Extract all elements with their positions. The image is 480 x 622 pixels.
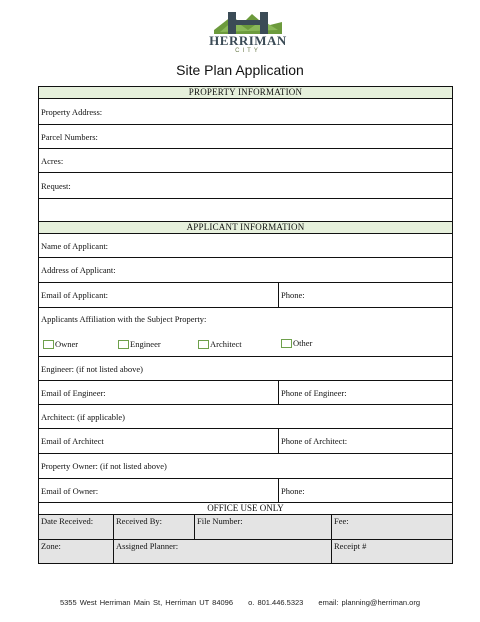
parcel-numbers-field[interactable] [39,125,452,149]
architect-checkbox-box[interactable] [198,340,209,349]
architect-label: Architect: (if applicable) [41,411,126,422]
acres-label: Acres: [41,155,64,166]
request-field[interactable] [39,173,452,199]
affiliation-label: Applicants Affiliation with the Subject Property: [41,314,207,324]
property-owner-label: Property Owner: (if not listed above) [41,461,167,471]
date-received-label: Date Received: [41,516,94,526]
engineer-contact-row [39,381,452,405]
owner-option-label: Owner [55,339,79,349]
fee-label: Fee: [334,516,349,526]
request-label: Request: [41,180,71,191]
receipt-label: Receipt # [334,541,367,551]
applicant-phone-label: Phone: [281,290,305,300]
footer-email[interactable]: email: planning@herriman.org [318,598,421,607]
parcel-numbers-label: Parcel Numbers: [41,131,98,142]
architect-checkbox[interactable] [198,339,242,349]
applicant-section-header [39,222,452,234]
logo-wordmark: HERRIMAN [209,33,287,48]
applicant-header-label: APPLICANT INFORMATION [186,222,305,232]
applicant-name-field[interactable] [39,234,452,258]
architect-contact-row [39,429,452,454]
architect-field[interactable] [39,405,452,429]
application-form [38,86,453,564]
engineer-checkbox-box[interactable] [118,340,129,349]
engineer-email-label: Email of Engineer: [41,387,106,398]
other-option-label: Other [293,338,313,348]
engineer-phone-label: Phone of Engineer: [281,387,347,398]
office-section-header [39,503,452,515]
assigned-planner-field[interactable] [113,540,331,563]
property-address-label: Property Address: [41,106,103,117]
acres-field[interactable] [39,149,452,173]
applicant-name-label: Name of Applicant: [41,240,109,251]
zone-label: Zone: [41,541,61,551]
applicant-email-row [39,283,452,308]
other-checkbox[interactable] [281,338,312,348]
applicant-address-field[interactable] [39,258,452,283]
architect-option-label: Architect [210,339,242,349]
owner-email-label: Email of Owner: [41,485,99,496]
received-by-label: Received By: [116,516,163,526]
request-continued-field[interactable] [39,199,452,222]
owner-checkbox[interactable] [43,339,78,349]
applicant-address-label: Address of Applicant: [41,265,116,275]
file-number-label: File Number: [197,516,243,526]
footer-phone: o. 801.446.5323 [248,598,304,607]
engineer-checkbox[interactable] [118,339,161,349]
engineer-email-field[interactable] [39,381,278,404]
office-header-label: OFFICE USE ONLY [207,503,284,513]
engineer-label: Engineer: (if not listed above) [41,363,143,374]
other-checkbox-box[interactable] [281,339,292,348]
office-row-1 [39,515,452,540]
applicant-phone-field[interactable] [278,283,452,307]
assigned-planner-label: Assigned Planner: [116,541,179,551]
property-address-field[interactable] [39,99,452,125]
office-row-2 [39,540,452,563]
affiliation-row [39,308,452,357]
architect-email-label: Email of Architect [41,436,104,446]
architect-phone-label: Phone of Architect: [281,436,348,446]
architect-phone-field[interactable] [278,429,452,453]
date-received-field[interactable] [39,515,113,539]
page-title: Site Plan Application [176,62,304,78]
engineer-phone-field[interactable] [278,381,452,404]
applicant-email-field[interactable] [39,283,278,307]
engineer-option-label: Engineer [130,339,161,349]
owner-phone-label: Phone: [281,485,305,496]
owner-email-field[interactable] [39,479,278,502]
property-section-header [39,87,452,99]
property-owner-field[interactable] [39,454,452,479]
applicant-email-label: Email of Applicant: [41,290,109,300]
owner-phone-field[interactable] [278,479,452,502]
property-header-label: PROPERTY INFORMATION [188,87,303,97]
zone-field[interactable] [39,540,113,563]
architect-email-field[interactable] [39,429,278,453]
footer-address: 5355 West Herriman Main St, Herriman UT 84096 [59,598,234,607]
received-by-field[interactable] [113,515,194,539]
receipt-field[interactable] [331,540,452,563]
file-number-field[interactable] [194,515,331,539]
engineer-field[interactable] [39,357,452,381]
logo-city: CITY [235,48,261,54]
owner-contact-row [39,479,452,503]
fee-field[interactable] [331,515,452,539]
owner-checkbox-box[interactable] [43,340,54,349]
footer [0,598,480,607]
